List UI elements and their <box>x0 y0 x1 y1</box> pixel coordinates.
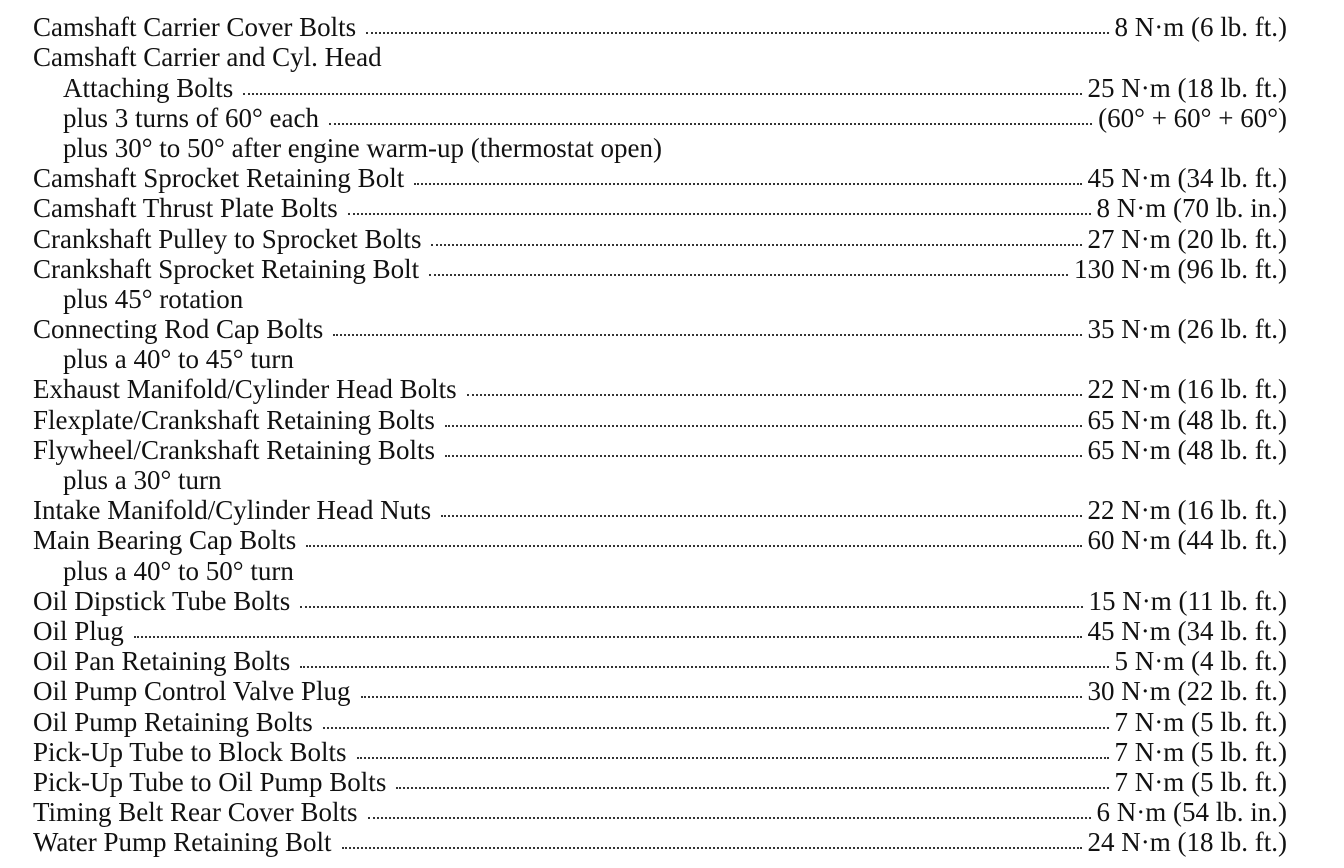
spec-value: 45 N·m (34 lb. ft.) <box>1087 163 1287 194</box>
spec-value: 27 N·m (20 lb. ft.) <box>1087 223 1287 254</box>
spec-label: Camshaft Carrier and Cyl. Head <box>33 42 382 73</box>
spec-row <box>33 495 1287 525</box>
dot-leader <box>323 727 1109 729</box>
spec-note-row <box>33 465 1287 495</box>
spec-note-row <box>33 133 1287 163</box>
spec-label: Main Bearing Cap Bolts <box>33 525 297 556</box>
spec-value: 130 N·m (96 lb. ft.) <box>1074 253 1287 284</box>
spec-note: plus a 30° turn <box>63 465 222 495</box>
spec-row <box>33 42 1287 72</box>
spec-row <box>33 646 1287 676</box>
spec-value: 24 N·m (18 lb. ft.) <box>1087 827 1287 858</box>
spec-note: plus a 40° to 45° turn <box>63 344 294 375</box>
dot-leader <box>348 213 1091 215</box>
spec-row <box>33 314 1287 344</box>
dot-leader <box>445 455 1082 457</box>
dot-leader <box>445 425 1082 427</box>
dot-leader <box>342 847 1082 849</box>
spec-label: Timing Belt Rear Cover Bolts <box>33 797 358 828</box>
dot-leader <box>333 334 1081 336</box>
spec-label: Pick-Up Tube to Oil Pump Bolts <box>33 766 387 797</box>
spec-row <box>33 797 1287 827</box>
spec-label: Camshaft Carrier Cover Bolts <box>33 12 357 43</box>
dot-leader <box>329 123 1092 125</box>
spec-row <box>33 404 1287 434</box>
spec-note-row <box>33 555 1287 585</box>
spec-label: Intake Manifold/Cylinder Head Nuts <box>33 495 432 526</box>
spec-note: plus a 40° to 50° turn <box>63 555 294 586</box>
spec-label: Oil Plug <box>33 615 124 646</box>
spec-value: (60° + 60° + 60°) <box>1098 102 1287 133</box>
spec-row <box>33 72 1287 102</box>
dot-leader <box>361 696 1082 698</box>
dot-leader <box>300 606 1082 608</box>
spec-label: Oil Pan Retaining Bolts <box>33 646 291 677</box>
spec-row <box>33 12 1287 42</box>
spec-row <box>33 223 1287 253</box>
spec-row <box>33 827 1287 857</box>
spec-row <box>33 163 1287 193</box>
spec-value: 22 N·m (16 lb. ft.) <box>1087 374 1287 405</box>
spec-row <box>33 103 1287 133</box>
dot-leader <box>429 274 1068 276</box>
dot-leader <box>306 545 1081 547</box>
dot-leader <box>357 757 1109 759</box>
spec-label: Camshaft Thrust Plate Bolts <box>33 193 338 224</box>
spec-row <box>33 525 1287 555</box>
spec-label: Camshaft Sprocket Retaining Bolt <box>33 163 405 194</box>
spec-value: 22 N·m (16 lb. ft.) <box>1087 495 1287 526</box>
dot-leader <box>431 244 1081 246</box>
spec-row <box>33 616 1287 646</box>
spec-label: Connecting Rod Cap Bolts <box>33 314 324 345</box>
spec-row <box>33 193 1287 223</box>
dot-leader <box>300 666 1108 668</box>
spec-value: 30 N·m (22 lb. ft.) <box>1087 676 1287 707</box>
spec-row <box>33 737 1287 767</box>
spec-row <box>33 767 1287 797</box>
dot-leader <box>441 515 1081 517</box>
dot-leader <box>134 636 1082 638</box>
spec-label: Flexplate/Crankshaft Retaining Bolts <box>33 404 435 435</box>
spec-value: 6 N·m (54 lb. in.) <box>1096 797 1287 828</box>
spec-value: 8 N·m (6 lb. ft.) <box>1114 12 1287 43</box>
spec-row <box>33 676 1287 706</box>
spec-note-row <box>33 344 1287 374</box>
spec-row <box>33 706 1287 736</box>
dot-leader <box>467 394 1082 396</box>
spec-value: 25 N·m (18 lb. ft.) <box>1087 72 1287 103</box>
spec-value: 7 N·m (5 lb. ft.) <box>1114 766 1287 797</box>
spec-label: Crankshaft Pulley to Sprocket Bolts <box>33 223 422 254</box>
spec-label: Exhaust Manifold/Cylinder Head Bolts <box>33 374 457 405</box>
spec-row <box>33 254 1287 284</box>
spec-label: Flywheel/Crankshaft Retaining Bolts <box>33 434 435 465</box>
spec-note-row <box>33 284 1287 314</box>
spec-value: 7 N·m (5 lb. ft.) <box>1114 706 1287 737</box>
spec-value: 60 N·m (44 lb. ft.) <box>1087 525 1287 556</box>
dot-leader <box>414 183 1081 185</box>
spec-row <box>33 586 1287 616</box>
spec-value: 15 N·m (11 lb. ft.) <box>1088 585 1287 616</box>
spec-label: Pick-Up Tube to Block Bolts <box>33 736 347 767</box>
spec-label: Attaching Bolts <box>63 72 234 103</box>
spec-value: 5 N·m (4 lb. ft.) <box>1114 646 1287 677</box>
spec-row <box>33 374 1287 404</box>
spec-value: 7 N·m (5 lb. ft.) <box>1114 736 1287 767</box>
spec-label: Crankshaft Sprocket Retaining Bolt <box>33 253 420 284</box>
spec-value: 65 N·m (48 lb. ft.) <box>1087 404 1287 435</box>
dot-leader <box>396 787 1108 789</box>
spec-label: plus 3 turns of 60° each <box>63 102 319 133</box>
spec-value: 35 N·m (26 lb. ft.) <box>1087 314 1287 345</box>
spec-value: 8 N·m (70 lb. in.) <box>1096 193 1287 224</box>
dot-leader <box>368 817 1091 819</box>
spec-label: Water Pump Retaining Bolt <box>33 827 332 858</box>
spec-value: 45 N·m (34 lb. ft.) <box>1087 615 1287 646</box>
spec-note: plus 30° to 50° after engine warm-up (thermostat open) <box>63 132 662 163</box>
dot-leader <box>243 93 1081 95</box>
torque-spec-list <box>33 12 1287 857</box>
dot-leader <box>366 32 1108 34</box>
spec-value: 65 N·m (48 lb. ft.) <box>1087 434 1287 465</box>
spec-label: Oil Pump Control Valve Plug <box>33 676 351 707</box>
spec-label: Oil Dipstick Tube Bolts <box>33 585 291 616</box>
spec-label: Oil Pump Retaining Bolts <box>33 706 313 737</box>
spec-row <box>33 435 1287 465</box>
spec-note: plus 45° rotation <box>63 283 244 314</box>
